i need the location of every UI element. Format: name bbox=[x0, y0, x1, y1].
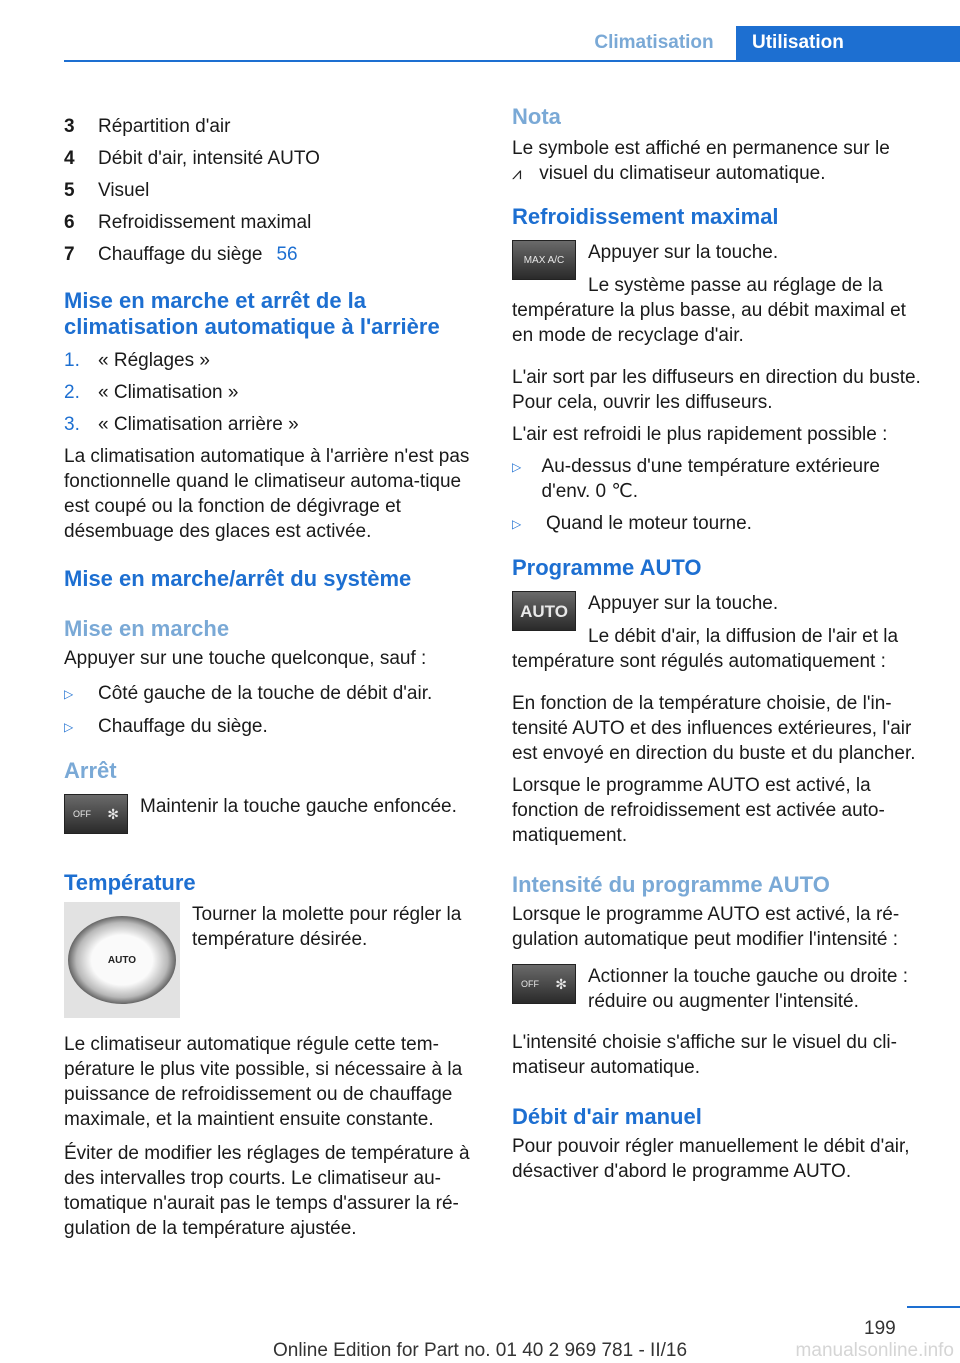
fan-off-button-image bbox=[64, 794, 128, 834]
edition-footer: Online Edition for Part no. 01 40 2 969 781 - II/16 bbox=[272, 1340, 688, 1361]
header-rule bbox=[64, 60, 960, 62]
step-number: 3. bbox=[64, 413, 80, 435]
switch-on-paragraph: Appuyer sur une touche quelconque, sauf : bbox=[64, 648, 427, 669]
switch-off-heading: Arrêt bbox=[64, 758, 117, 783]
auto-intensity-paragraph-2: L'intensité choisie s'affiche sur le visuel du cli‐matiseur automatique. bbox=[512, 1032, 897, 1078]
step-item bbox=[64, 344, 476, 376]
max-cooling-text-1: Appuyer sur la touche. bbox=[588, 242, 779, 263]
auto-intensity-block bbox=[512, 964, 924, 1014]
bullet-text: Chauffage du siège. bbox=[98, 716, 268, 737]
bullet-item bbox=[64, 681, 476, 707]
page-reference-link[interactable]: 56 bbox=[276, 243, 298, 265]
max-ac-button-image: MAX A/C bbox=[512, 240, 576, 280]
step-item bbox=[64, 376, 476, 408]
fan-icon: ✻ bbox=[107, 805, 119, 822]
item-text: Répartition d'air bbox=[98, 115, 231, 137]
header-section: Climatisation bbox=[594, 32, 714, 53]
temperature-text: Tourner la molette pour régler la température désirée. bbox=[192, 904, 462, 950]
item-text: Débit d'air, intensité AUTO bbox=[98, 147, 320, 169]
manual-airflow-paragraph: Pour pouvoir régler manuellement le débit d'air, désactiver d'abord le programme AUTO. bbox=[512, 1136, 910, 1182]
max-cooling-text-2: Le système passe au réglage de la température la plus basse, au débit maximal et en mode de recyclage d'air. bbox=[512, 275, 906, 346]
off-label: OFF bbox=[73, 808, 91, 819]
item-number: 3 bbox=[64, 115, 75, 137]
steps-list bbox=[64, 344, 476, 440]
airflow-symbol-icon: ⩘ bbox=[512, 164, 522, 183]
bullet-text: Côté gauche de la touche de débit d'air. bbox=[98, 683, 433, 704]
auto-intensity-heading: Intensité du programme AUTO bbox=[512, 872, 830, 897]
nota-heading: Nota bbox=[512, 104, 561, 129]
triangle-bullet-icon: ▷ bbox=[512, 460, 522, 474]
step-item bbox=[64, 408, 476, 440]
switch-off-text: Maintenir la touche gauche enfoncée. bbox=[140, 796, 457, 817]
auto-program-paragraph-2: Lorsque le programme AUTO est activé, la fonction de refroidissement est activée auto‐matiquement. bbox=[512, 775, 885, 846]
item-number: 5 bbox=[64, 179, 75, 201]
item-text: Visuel bbox=[98, 179, 150, 201]
auto-program-heading: Programme AUTO bbox=[512, 555, 702, 580]
header-chapter: Utilisation bbox=[736, 26, 960, 60]
max-cooling-bullets bbox=[512, 454, 924, 537]
max-cooling-paragraph: L'air sort par les diffuseurs en direction du buste. Pour cela, ouvrir les diffuseurs. bbox=[512, 367, 921, 413]
bullet-item bbox=[64, 714, 476, 740]
footer-rule bbox=[907, 1306, 960, 1308]
list-item bbox=[64, 206, 476, 238]
temperature-block bbox=[64, 902, 476, 1018]
temperature-paragraph-1: Le climatiseur automatique régule cette tem‐pérature le plus vite possible, si nécessaire à la puissance de refroidissement ou de chauffage maximale, et la maintient ensuite constante. bbox=[64, 1034, 463, 1130]
system-heading: Mise en marche/arrêt du système bbox=[64, 566, 412, 591]
auto-intensity-paragraph: Lorsque le programme AUTO est activé, la ré‐gulation automatique peut modifier l'intensité : bbox=[512, 904, 900, 950]
right-column bbox=[512, 104, 924, 1184]
switch-on-bullets bbox=[64, 681, 476, 740]
step-text: « Climatisation » bbox=[98, 381, 239, 403]
item-text: Chauffage du siège bbox=[98, 243, 263, 265]
item-text: Refroidissement maximal bbox=[98, 211, 312, 233]
list-item bbox=[64, 174, 476, 206]
knob-label: AUTO bbox=[107, 955, 137, 966]
list-item bbox=[64, 238, 476, 270]
max-cooling-paragraph-2: L'air est refroidi le plus rapidement possible : bbox=[512, 424, 888, 445]
triangle-bullet-icon: ▷ bbox=[64, 720, 74, 734]
item-number: 4 bbox=[64, 147, 75, 169]
bullet-item bbox=[512, 511, 924, 537]
bullet-text: Au-dessus d'une température extérieure d'env. 0 ℃. bbox=[541, 456, 880, 502]
bullet-item bbox=[512, 454, 924, 504]
temperature-knob-image bbox=[64, 902, 180, 1018]
step-text: « Réglages » bbox=[98, 349, 210, 371]
watermark: manualsonline.info bbox=[795, 1340, 954, 1361]
fan-button-image bbox=[512, 964, 576, 1004]
step-number: 1. bbox=[64, 349, 80, 371]
triangle-bullet-icon: ▷ bbox=[64, 687, 74, 701]
item-number: 7 bbox=[64, 243, 75, 265]
manual-airflow-heading: Débit d'air manuel bbox=[512, 1104, 702, 1129]
rear-climate-heading: Mise en marche et arrêt de la climatisation automatique à l'arrière bbox=[64, 288, 440, 339]
page-number: 199 bbox=[864, 1318, 896, 1339]
nota-text-b: visuel du climatiseur automatique. bbox=[539, 163, 826, 184]
list-item bbox=[64, 142, 476, 174]
switch-off-block bbox=[64, 794, 476, 834]
switch-on-heading: Mise en marche bbox=[64, 616, 230, 641]
temperature-heading: Température bbox=[64, 870, 196, 895]
step-text: « Climatisation arrière » bbox=[98, 413, 299, 435]
bullet-text: Quand le moteur tourne. bbox=[546, 513, 752, 534]
auto-intensity-text: Actionner la touche gauche ou droite : réduire ou augmenter l'intensité. bbox=[588, 966, 909, 1012]
max-cooling-heading: Refroidissement maximal bbox=[512, 204, 779, 229]
numbered-list bbox=[64, 110, 476, 270]
triangle-bullet-icon: ▷ bbox=[512, 517, 522, 531]
rear-climate-paragraph: La climatisation automatique à l'arrière n'est pas fonctionnelle quand le climatiseur automa‐tique est coupé ou la fonction de dégivrage et désembuage des glaces est activée. bbox=[64, 446, 470, 542]
list-item bbox=[64, 110, 476, 142]
temperature-paragraph-2: Éviter de modifier les réglages de température à des intervalles trop courts. Le climatiseur au‐tomatique n'aurait pas le temps d'assurer la ré‐gulation de la température ajustée. bbox=[64, 1143, 470, 1239]
nota-line-b bbox=[512, 161, 924, 186]
auto-program-text-1: Appuyer sur la touche. bbox=[588, 593, 779, 614]
left-column bbox=[64, 110, 476, 1241]
nota-text-a: Le symbole est affiché en permanence sur le bbox=[512, 138, 890, 159]
item-number: 6 bbox=[64, 211, 75, 233]
auto-program-text-2: Le débit d'air, la diffusion de l'air et la température sont régulés automatiquement : bbox=[512, 626, 899, 672]
fan-icon: ✻ bbox=[555, 975, 567, 992]
auto-program-paragraph-1: En fonction de la température choisie, de l'in‐tensité AUTO et des influences extérieures, l'air est envoyé en direction du buste et du plancher. bbox=[512, 693, 916, 764]
off-label: OFF bbox=[521, 978, 539, 989]
step-number: 2. bbox=[64, 381, 80, 403]
auto-button-image: AUTO bbox=[512, 591, 576, 631]
